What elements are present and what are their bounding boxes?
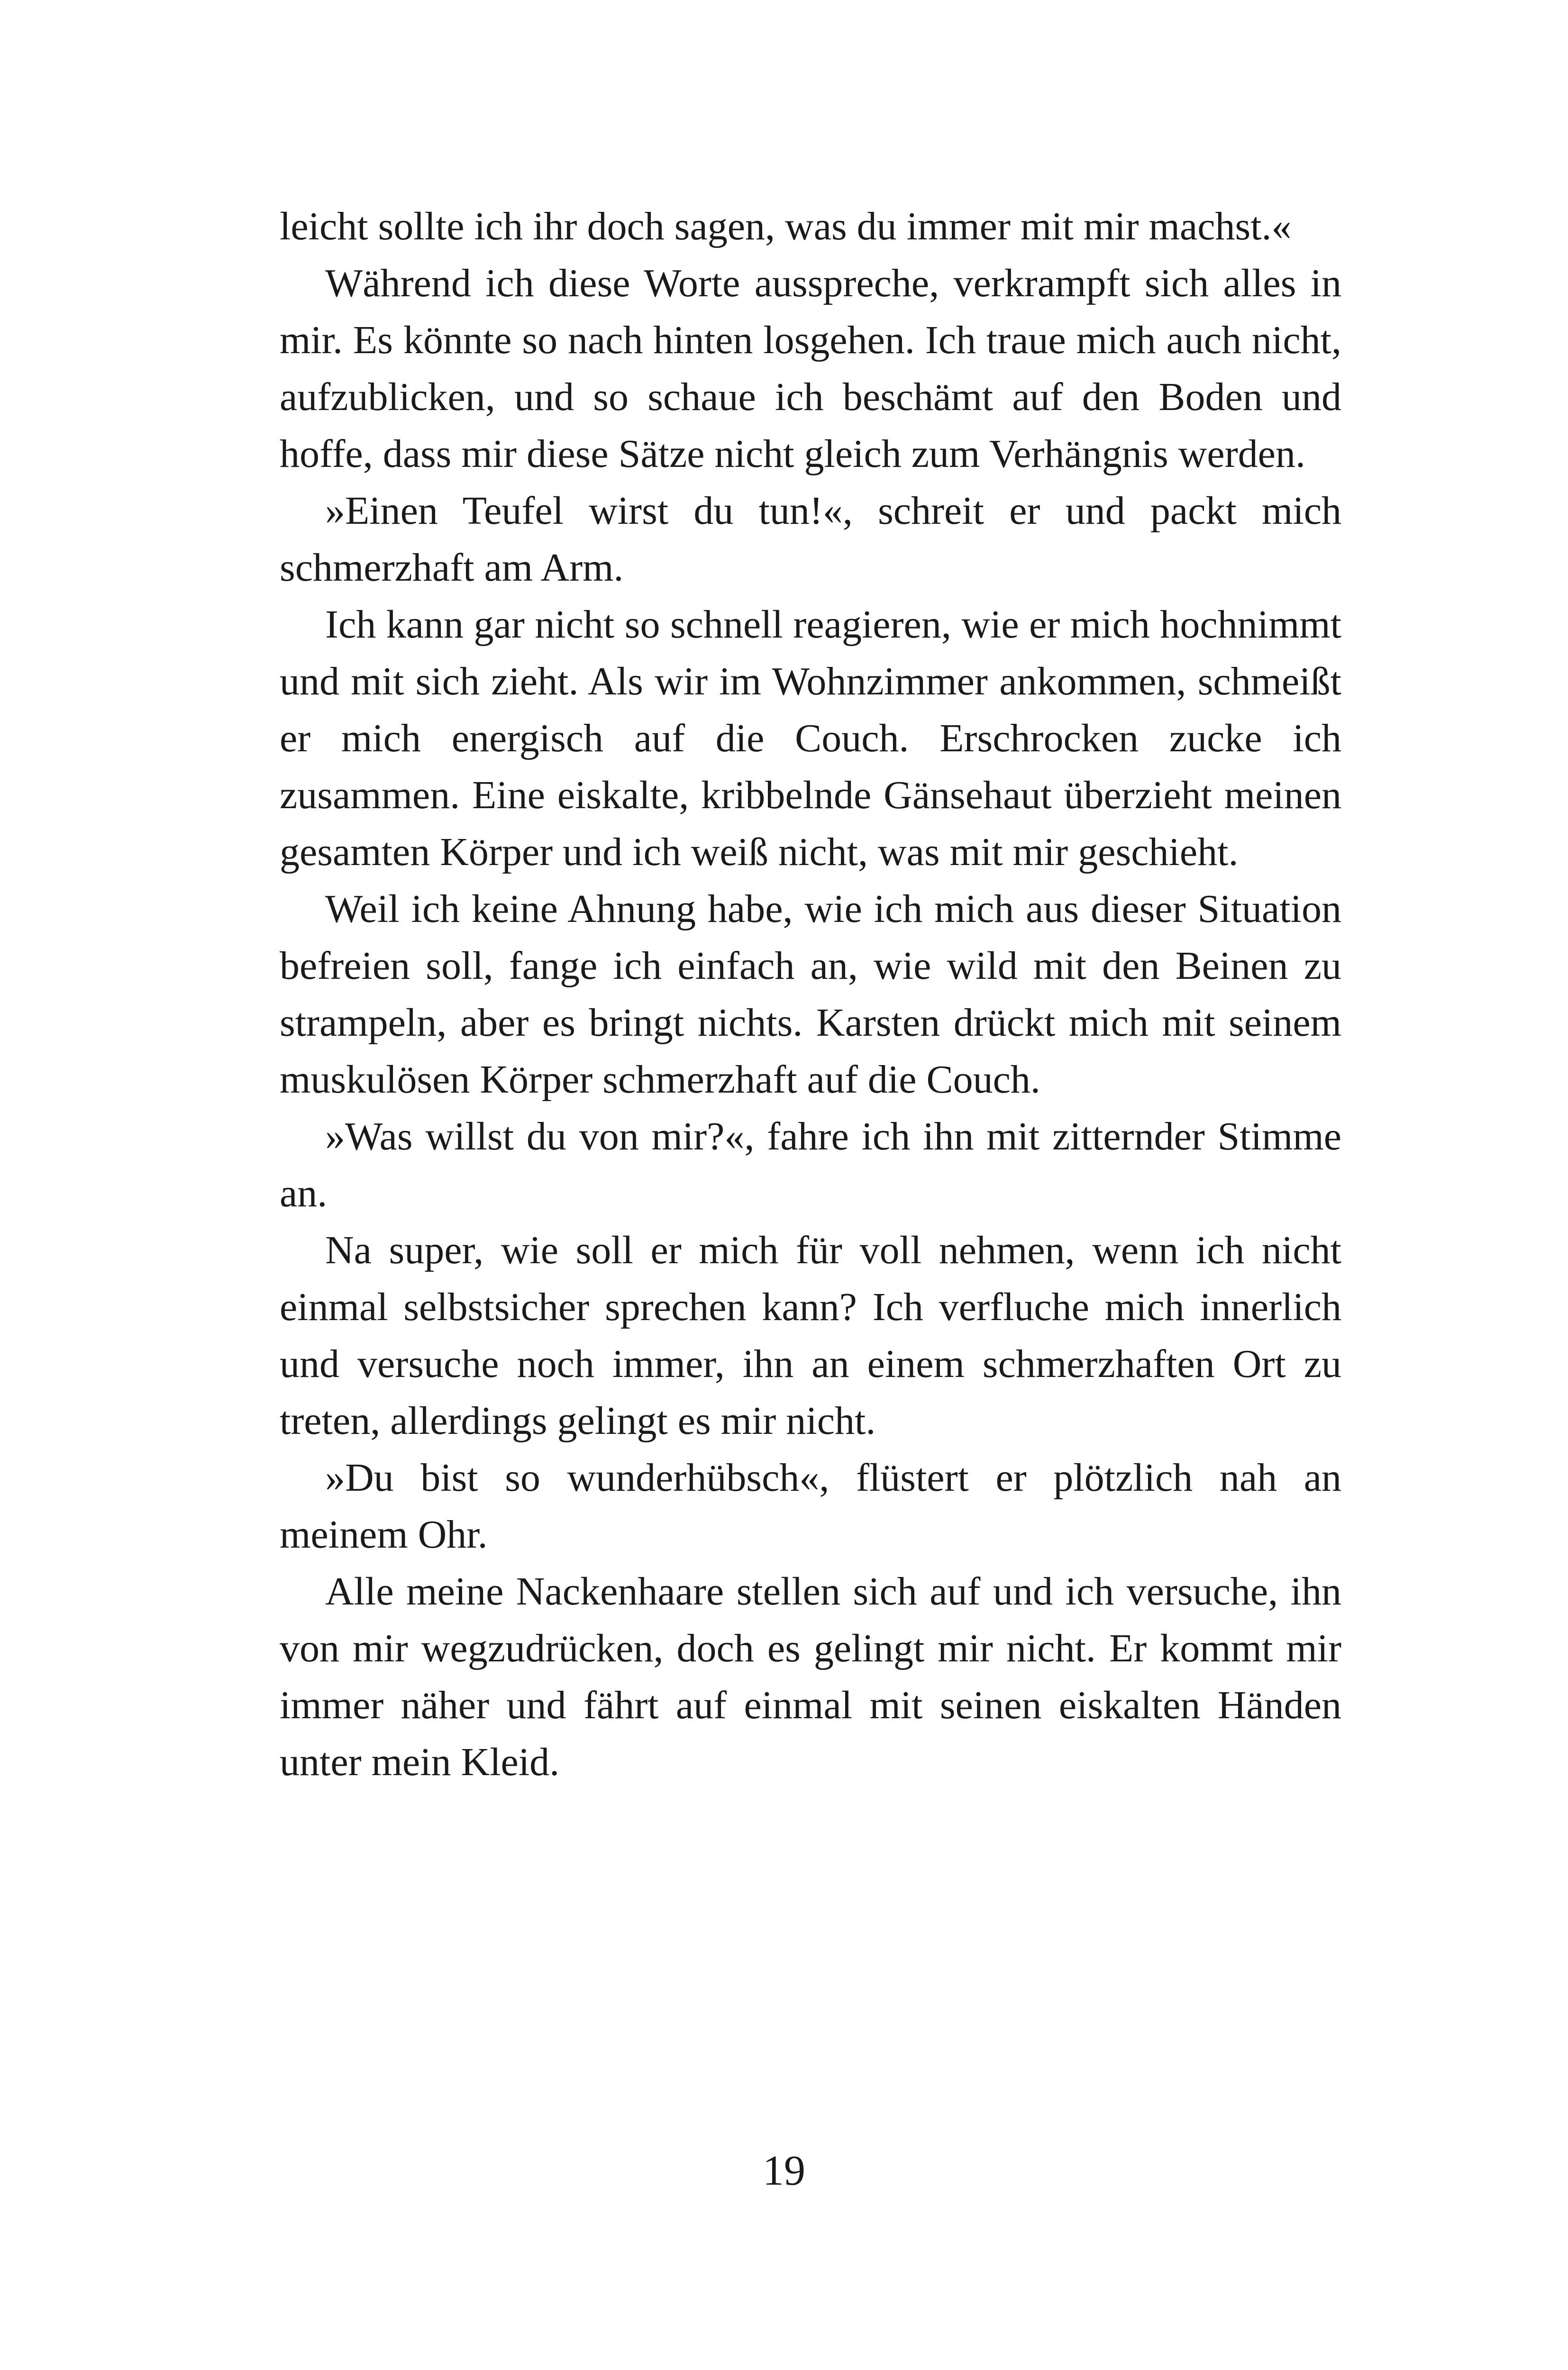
paragraph: »Was willst du von mir?«, fahre ich ihn mit zitternder Stimme an. bbox=[280, 1114, 1341, 1215]
paragraph-continuation: leicht sollte ich ihr doch sagen, was du immer mit mir machst.« bbox=[280, 204, 1292, 248]
paragraph: Weil ich keine Ahnung habe, wie ich mich aus dieser Situation befreien soll, fange ich einfach an, wie wild mit den Beinen zu strampeln, aber es bringt nichts. Karsten drückt mich mit seinem muskulösen Körper schmerzhaft auf die Couch. bbox=[280, 887, 1341, 1102]
page-number: 19 bbox=[763, 2147, 805, 2194]
paragraph: Ich kann gar nicht so schnell reagieren, wie er mich hochnimmt und mit sich zieht. Als wir im Wohnzimmer ankommen, schmeißt er mich energisch auf die Couch. Erschrocken zucke ich zusammen. Eine eiskalte, kribbelnde Gänsehaut überzieht meinen gesamten Körper und ich weiß nicht, was mit mir geschieht. bbox=[280, 602, 1341, 874]
paragraph: Alle meine Nackenhaare stellen sich auf und ich versuche, ihn von mir wegzudrücken, doch es gelingt mir nicht. Er kommt mir immer näher und fährt auf einmal mit seinen eiskalten Händen unter mein Kleid. bbox=[280, 1569, 1341, 1784]
paragraph: »Einen Teufel wirst du tun!«, schreit er und packt mich schmerzhaft am Arm. bbox=[280, 489, 1341, 590]
paragraph: Während ich diese Worte ausspreche, verkrampft sich alles in mir. Es könnte so nach hinten losgehen. Ich traue mich auch nicht, aufzublicken, und so schaue ich beschämt auf den Boden und hoffe, dass mir diese Sätze nicht gleich zum Verhängnis werden. bbox=[280, 261, 1341, 476]
paragraph: »Du bist so wunderhübsch«, flüstert er plötzlich nah an meinem Ohr. bbox=[280, 1456, 1341, 1557]
paragraph: Na super, wie soll er mich für voll nehmen, wenn ich nicht einmal selbstsicher sprechen kann? Ich verfluche mich innerlich und versuche noch immer, ihn an einem schmerzhaften Ort zu treten, allerdings gelingt es mir nicht. bbox=[280, 1228, 1341, 1443]
body-text bbox=[280, 198, 1341, 1791]
